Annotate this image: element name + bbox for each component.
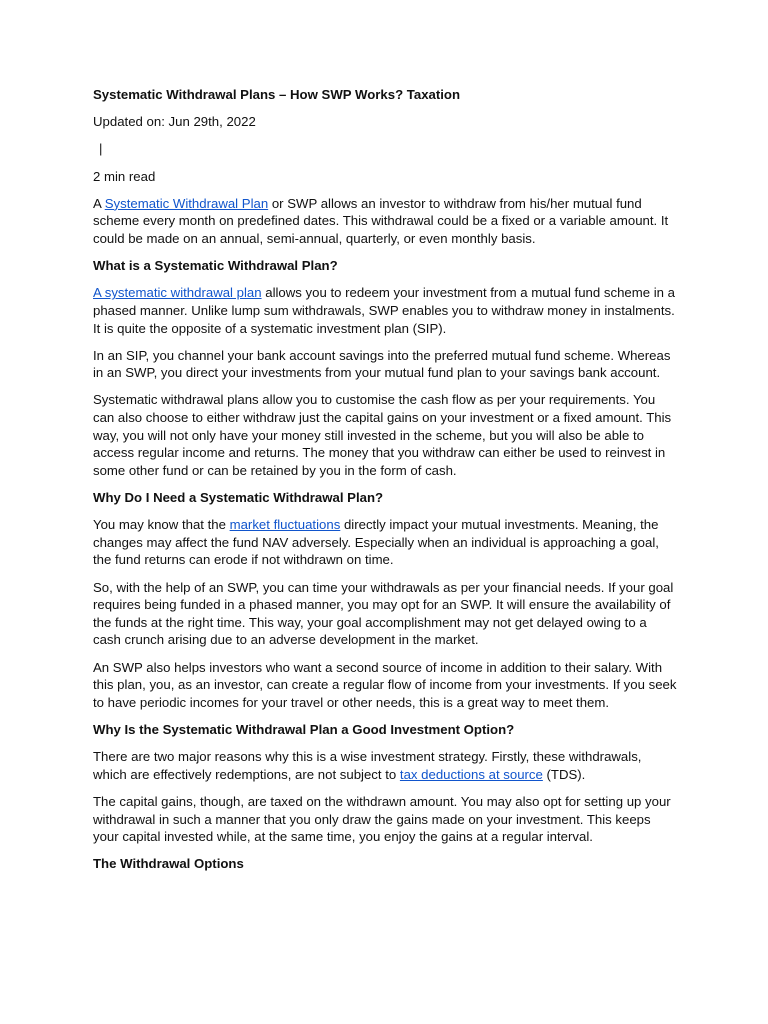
document-page (93, 86, 677, 882)
updated-date: Updated on: Jun 29th, 2022 (93, 114, 256, 130)
why-need-paragraph-3: An SWP also helps investors who want a second source of income in addition to their salary. With this plan, you, as an investor, can create a regular flow of income from your investments. If you seek to have periodic incomes for your travel or other needs, this is a great way to meet them. (93, 659, 677, 710)
good-option-text-pre: There are two major reasons why this is a wise investment strategy. Firstly, these withdrawals, which are effectively redemptions, are not subject to (93, 749, 642, 782)
why-need-paragraph-2: So, with the help of an SWP, you can time your withdrawals as per your financial needs. If your goal requires being funded in a phased manner, you may opt for an SWP. It will ensure the availability of the funds at the right time. This way, your goal accomplishment may not get delayed owing to a cash crunch arising due to an adverse development in the market. (93, 579, 674, 648)
read-time: 2 min read (93, 168, 156, 184)
good-option-paragraph-2: The capital gains, though, are taxed on the withdrawn amount. You may also opt for setting up your withdrawal in such a manner that you only draw the gains made on your investment. This keeps your capital invested while, at the same time, you enjoy the gains at a regular interval. (93, 793, 671, 845)
intro-text-post: or SWP allows an investor to withdraw from his/her mutual fund scheme every month on predefined dates. This withdrawal could be a fixed or a variable amount. It could be made on an annual, semi-annual, quarterly, or even monthly basis. (93, 195, 669, 246)
section-heading-what-is: What is a Systematic Withdrawal Plan? (93, 258, 338, 274)
why-need-text-pre: You may know that the (93, 517, 230, 533)
what-is-paragraph-3: Systematic withdrawal plans allow you to customise the cash flow as per your requirements. You can also choose to either withdraw just the capital gains on your investment or a fixed amount. This way, you will not only have your money still invested in the scheme, but you will also be able to access regular income and returns. The money that you withdraw can either be used to reinvest in some other fund or can be retained by you in the form of cash. (93, 392, 672, 478)
systematic-withdrawal-plan-link[interactable]: A systematic withdrawal plan (93, 285, 262, 301)
section-heading-why-need: Why Do I Need a Systematic Withdrawal Plan? (93, 490, 384, 506)
good-option-paragraph-1 (93, 748, 677, 783)
what-is-paragraph-2: In an SIP, you channel your bank account savings into the preferred mutual fund scheme. Whereas in an SWP, you direct your investments from your mutual fund plan to your savings bank account. (93, 347, 671, 381)
swp-link[interactable]: Systematic Withdrawal Plan (104, 195, 269, 211)
separator-mark: | (99, 141, 103, 157)
section-heading-withdrawal-options: The Withdrawal Options (93, 856, 244, 872)
section-heading-good-option: Why Is the Systematic Withdrawal Plan a Good Investment Option? (93, 721, 515, 737)
why-need-paragraph-1 (93, 516, 677, 569)
what-is-paragraph-1 (93, 284, 677, 337)
article-title: Systematic Withdrawal Plans – How SWP Works? Taxation (93, 87, 461, 102)
why-need-text-post: directly impact your mutual investments. Meaning, the changes may affect the fund NAV adversely. Especially when an individual is approaching a goal, the fund returns can erode if not withdrawn on time. (93, 517, 659, 568)
tds-link[interactable]: tax deductions at source (399, 766, 543, 782)
intro-text-pre: A (93, 195, 105, 211)
what-is-text-1: allows you to redeem your investment from a mutual fund scheme in a phased manner. Unlike lump sum withdrawals, SWP enables you to withdraw money in instalments. It is quite the opposite of a systematic investment plan (SIP). (93, 285, 675, 336)
intro-paragraph (93, 195, 677, 248)
market-fluctuations-link[interactable]: market fluctuations (229, 517, 341, 533)
good-option-text-post: (TDS). (542, 766, 586, 782)
